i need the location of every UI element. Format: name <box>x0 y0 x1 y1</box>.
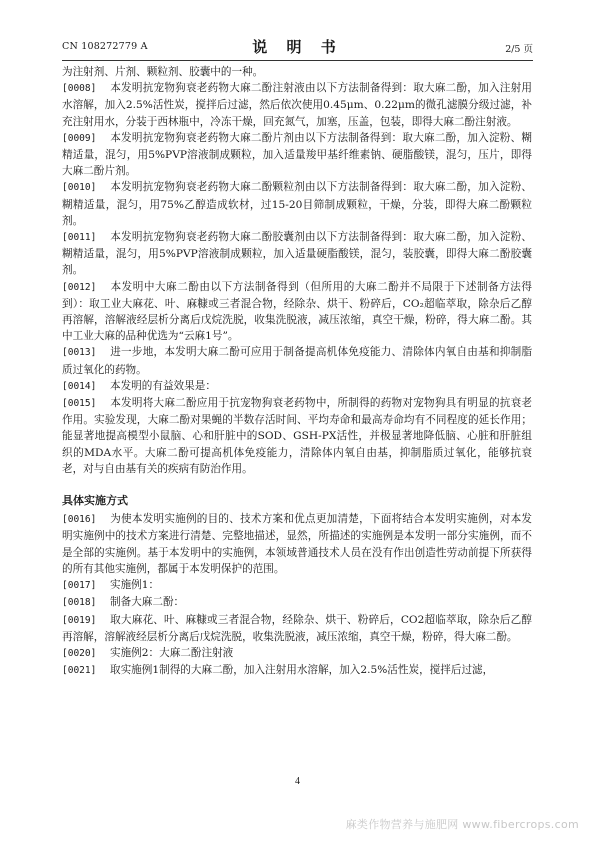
paragraph-text: 本发明抗宠物狗衰老药物大麻二酚胶囊剂由以下方法制备得到：取大麻二酚，加入淀粉、糊精适量，混匀，用5%PVP溶液制成颗粒，加入适量硬脂酸镁，混匀，装胶囊，即得大麻二酚胶囊剂。 <box>62 231 532 277</box>
site-watermark: 麻类作物营养与施肥网 www.fibercrops.com <box>345 818 579 831</box>
paragraph-text: 实施例1： <box>110 579 160 592</box>
paragraph-number: [0013] <box>62 347 97 359</box>
paragraph-continued <box>62 64 532 80</box>
paragraph-0015 <box>62 395 532 477</box>
page-number: 4 <box>295 776 300 787</box>
paragraph-number: [0020] <box>62 647 97 659</box>
paragraph-0012 <box>62 279 532 345</box>
paragraph-text: 取大麻花、叶、麻糠或三者混合物，经除杂、烘干、粉碎后，CO2超临萃取，除杂后乙醇再溶解，溶解液经层析分离后戊烷洗脱，收集洗脱液，减压浓缩，真空干燥，粉碎，得大麻二酚。 <box>62 613 532 643</box>
paragraph-0014 <box>62 378 532 395</box>
paragraph-0019 <box>62 612 532 645</box>
paragraph-number: [0019] <box>62 614 97 626</box>
page-indicator: 2/5 页 <box>505 44 533 55</box>
paragraph-number: [0015] <box>62 398 97 410</box>
paragraph-number: [0018] <box>62 597 97 609</box>
paragraph-text: 本发明的有益效果是： <box>110 379 216 392</box>
paragraph-0020 <box>62 645 532 662</box>
paragraph-number: [0010] <box>62 182 97 194</box>
paragraph-number: [0017] <box>62 580 97 592</box>
paragraph-text: 本发明抗宠物狗衰老药物大麻二酚注射液由以下方法制备得到：取大麻二酚，加入注射用水溶解，加入2.5%活性炭，搅拌后过滤，然后依次使用0.45μm、0.22μm的微孔滤膜分级过滤，补充注射用水，分装于西林瓶中，冷冻干燥，回充氮气，加塞，压盖，包装，即得大麻二酚注射液。 <box>62 82 532 128</box>
paragraph-number: [0021] <box>62 665 97 677</box>
paragraph-text: 本发明抗宠物狗衰老药物大麻二酚颗粒剂由以下方法制备得到：取大麻二酚，加入淀粉、糊精适量，混匀，用75%乙醇造成软材，过15-20目筛制成颗粒，干燥，分装，即得大麻二酚颗粒剂。 <box>62 181 532 227</box>
paragraph-text: 实施例2：大麻二酚注射液 <box>110 646 234 659</box>
paragraph-0018 <box>62 594 532 611</box>
paragraph-number: [0012] <box>62 281 97 293</box>
paragraph-number: [0009] <box>62 132 97 144</box>
paragraph-text: 取实施例1制得的大麻二酚，加入注射用水溶解，加入2.5%活性炭，搅拌后过滤， <box>110 664 494 677</box>
paragraph-0011 <box>62 229 532 279</box>
paragraph-number: [0011] <box>62 232 97 244</box>
paragraph-text: 本发明中大麻二酚由以下方法制备得到（但所用的大麻二酚并不局限于下述制备方法得到）：取工业大麻花、叶、麻糠或三者混合物，经除杂、烘干、粉碎后，CO₂超临萃取，除杂后乙醇再溶解，溶解液经层析分离后戊烷洗脱，收集洗脱液，减压浓缩，真空干燥，粉碎，得大麻二酚。其中工业大麻的品种优选为“云麻1号”。 <box>62 280 532 343</box>
paragraph-0013 <box>62 344 532 377</box>
paragraph-0010 <box>62 179 532 229</box>
paragraph-0017 <box>62 577 532 594</box>
paragraph-number: [0008] <box>62 83 97 95</box>
paragraph-number: [0016] <box>62 514 97 526</box>
document-title: 说 明 书 <box>252 38 343 56</box>
paragraph-0009 <box>62 130 532 180</box>
paragraph-number: [0014] <box>62 380 97 392</box>
paragraph-text: 为使本发明实施例的目的、技术方案和优点更加清楚，下面将结合本发明实施例，对本发明实施例中的技术方案进行清楚、完整地描述，显然，所描述的实施例是本发明一部分实施例，而不是全部的实施例。基于本发明中的实施例，本领域普通技术人员在没有作出创造性劳动前提下所获得的所有其他实施例，都属于本发明保护的范围。 <box>62 513 532 575</box>
patent-number: CN 108272779 A <box>62 41 148 52</box>
paragraph-text: 进一步地，本发明大麻二酚可应用于制备提高机体免疫能力、清除体内氧自由基和抑制脂质过氧化的药物。 <box>62 346 532 376</box>
paragraph-text: 制备大麻二酚： <box>110 596 185 609</box>
paragraph-0008 <box>62 80 532 130</box>
page-header <box>62 36 533 56</box>
paragraph-text: 为注射剂、片剂、颗粒剂、胶囊中的一种。 <box>62 66 264 78</box>
section-heading: 具体实施方式 <box>62 494 128 508</box>
paragraph-text: 本发明抗宠物狗衰老药物大麻二酚片剂由以下方法制备得到：取大麻二酚，加入淀粉、糊精适量，混匀，用5%PVP溶液制成颗粒，加入适量羧甲基纤维素钠、硬脂酸镁，混匀，压片，即得大麻二酚片剂。 <box>62 131 532 178</box>
paragraph-0016 <box>62 511 532 577</box>
header-divider <box>62 60 533 61</box>
document-body <box>62 64 532 679</box>
paragraph-0021 <box>62 662 532 679</box>
paragraph-text: 本发明将大麻二酚应用于抗宠物狗衰老药物中，所制得的药物对宠物狗具有明显的抗衰老作用。实验发现，大麻二酚对果蝇的半数存活时间、平均寿命和最高寿命均有不同程度的延长作用；能显著地提高模型小鼠脑、心和肝脏中的SOD、GSH-PX活性，并极显著地降低脑、心脏和肝脏组织的MDA水平。大麻二酚可提高机体免疫能力，清除体内氧自由基，抑制脂质过氧化，能够抗衰老，对与自由基有关的疾病有防治作用。 <box>62 397 532 475</box>
